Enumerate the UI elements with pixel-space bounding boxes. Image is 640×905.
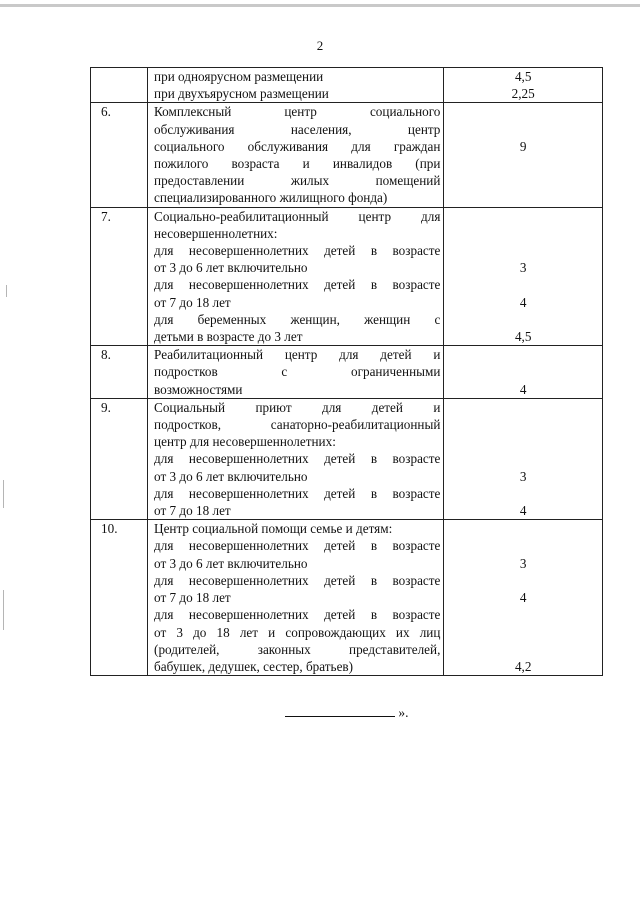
description-line: от 7 до 18 лет	[154, 590, 231, 606]
norm-value: 9	[519, 138, 527, 154]
norm-value	[444, 208, 602, 225]
description-line: подростков с ограниченными	[154, 364, 441, 380]
norm-value: 4	[519, 381, 527, 397]
norm-value	[444, 103, 602, 120]
table-row	[91, 103, 603, 207]
norm-value-cell	[444, 346, 603, 399]
description-line: для несовершеннолетних детей в возрасте	[154, 607, 441, 623]
norm-value: 4,5	[514, 69, 532, 84]
description-line: центр для несовершеннолетних:	[154, 434, 336, 450]
description-line: Социально-реабилитационный центр для	[154, 208, 441, 224]
table-row	[91, 346, 603, 399]
norm-value	[444, 121, 602, 138]
description-line: детьми в возрасте до 3 лет	[154, 329, 303, 345]
description-line: обслуживания населения, центр	[154, 121, 441, 137]
description-line: Социальный приют для детей и	[154, 399, 441, 415]
description-line: для несовершеннолетних детей в возрасте	[154, 485, 441, 501]
institution-description	[148, 68, 444, 103]
description-line: для несовершеннолетних детей в возрасте	[154, 277, 441, 293]
description-line: специализированного жилищного фонда)	[154, 190, 388, 206]
norm-value-cell	[444, 207, 603, 346]
norm-value	[444, 433, 602, 450]
institution-description	[148, 398, 444, 519]
norm-value: 4	[519, 502, 527, 518]
norms-table-body	[91, 68, 603, 676]
norm-value	[444, 346, 602, 363]
norm-value-cell	[444, 68, 603, 103]
scan-top-border	[0, 4, 640, 7]
norm-value	[444, 520, 602, 537]
norm-value-cell	[444, 520, 603, 676]
scan-mark	[6, 285, 7, 297]
description-line: от 3 до 6 лет включительно	[154, 260, 308, 276]
norm-value	[444, 225, 602, 242]
norm-value	[444, 641, 602, 658]
description-line: несовершеннолетних:	[154, 225, 278, 241]
norm-value	[444, 623, 602, 640]
row-number: 9.	[91, 398, 148, 519]
description-line: от 7 до 18 лет	[154, 294, 231, 310]
description-line: от 3 до 18 лет и сопровождающих их лиц	[154, 624, 441, 640]
closing-quote-mark: ».	[398, 705, 409, 720]
norm-value-cell	[444, 398, 603, 519]
description-line: возможностями	[154, 381, 243, 397]
row-number: 6.	[91, 103, 148, 207]
description-line: от 3 до 6 лет включительно	[154, 468, 308, 484]
norm-value-cell	[444, 103, 603, 207]
norm-value	[444, 242, 602, 259]
description-line: при одноярусном размещении	[154, 69, 324, 84]
description-line: для несовершеннолетних детей в возрасте	[154, 538, 441, 554]
description-line: Центр социальной помощи семье и детям:	[154, 521, 393, 537]
description-line: для беременных женщин, женщин с	[154, 311, 441, 327]
table-row	[91, 207, 603, 346]
norm-value	[444, 537, 602, 554]
table-row	[91, 520, 603, 676]
description-line: для несовершеннолетних детей в возрасте	[154, 572, 441, 588]
norm-value: 2,25	[511, 86, 535, 102]
norm-value: 3	[519, 260, 527, 276]
norm-value	[444, 606, 602, 623]
norm-value	[444, 572, 602, 589]
norm-value	[444, 485, 602, 502]
institution-description	[148, 520, 444, 676]
institution-description	[148, 207, 444, 346]
norm-value	[444, 189, 602, 206]
signature-rule	[285, 704, 395, 717]
description-line: бабушек, дедушек, сестер, братьев)	[154, 658, 354, 674]
description-line: Реабилитационный центр для детей и	[154, 347, 441, 363]
norm-value	[444, 172, 602, 189]
row-number: 7.	[91, 207, 148, 346]
scan-mark	[3, 590, 4, 630]
description-line: при двухъярусном размещении	[154, 86, 329, 102]
description-line: для несовершеннолетних детей в возрасте	[154, 451, 441, 467]
norms-table	[90, 67, 603, 676]
row-number: 10.	[91, 520, 148, 676]
norm-value	[444, 155, 602, 172]
description-line: Комплексный центр социального	[154, 104, 441, 120]
description-line: от 7 до 18 лет	[154, 503, 231, 519]
norm-value	[444, 450, 602, 467]
description-line: (родителей, законных представителей,	[154, 641, 441, 657]
norm-value: 4,5	[514, 328, 532, 344]
norm-value: 3	[519, 555, 527, 571]
description-line: социального обслуживания для граждан	[154, 138, 441, 154]
institution-description	[148, 103, 444, 207]
table-row	[91, 68, 603, 103]
scan-mark	[3, 480, 4, 508]
norm-value	[444, 416, 602, 433]
description-line: предоставлении жилых помещений	[154, 173, 441, 189]
norm-value: 4	[519, 590, 527, 606]
norm-value	[444, 399, 602, 416]
norm-value: 4,2	[514, 658, 532, 674]
norm-value	[444, 311, 602, 328]
description-line: подростков, санаторно-реабилитационный	[154, 417, 441, 433]
institution-description	[148, 346, 444, 399]
page-number: 2	[316, 38, 324, 53]
row-number: 8.	[91, 346, 148, 399]
norm-value: 4	[519, 294, 527, 310]
norm-value	[444, 363, 602, 380]
table-row	[91, 398, 603, 519]
description-line: от 3 до 6 лет включительно	[154, 555, 308, 571]
row-number	[91, 68, 148, 103]
norm-value: 3	[519, 468, 527, 484]
closing-line	[285, 704, 409, 721]
norm-value	[444, 276, 602, 293]
description-line: пожилого возраста и инвалидов (при	[154, 156, 441, 172]
description-line: для несовершеннолетних детей в возрасте	[154, 243, 441, 259]
